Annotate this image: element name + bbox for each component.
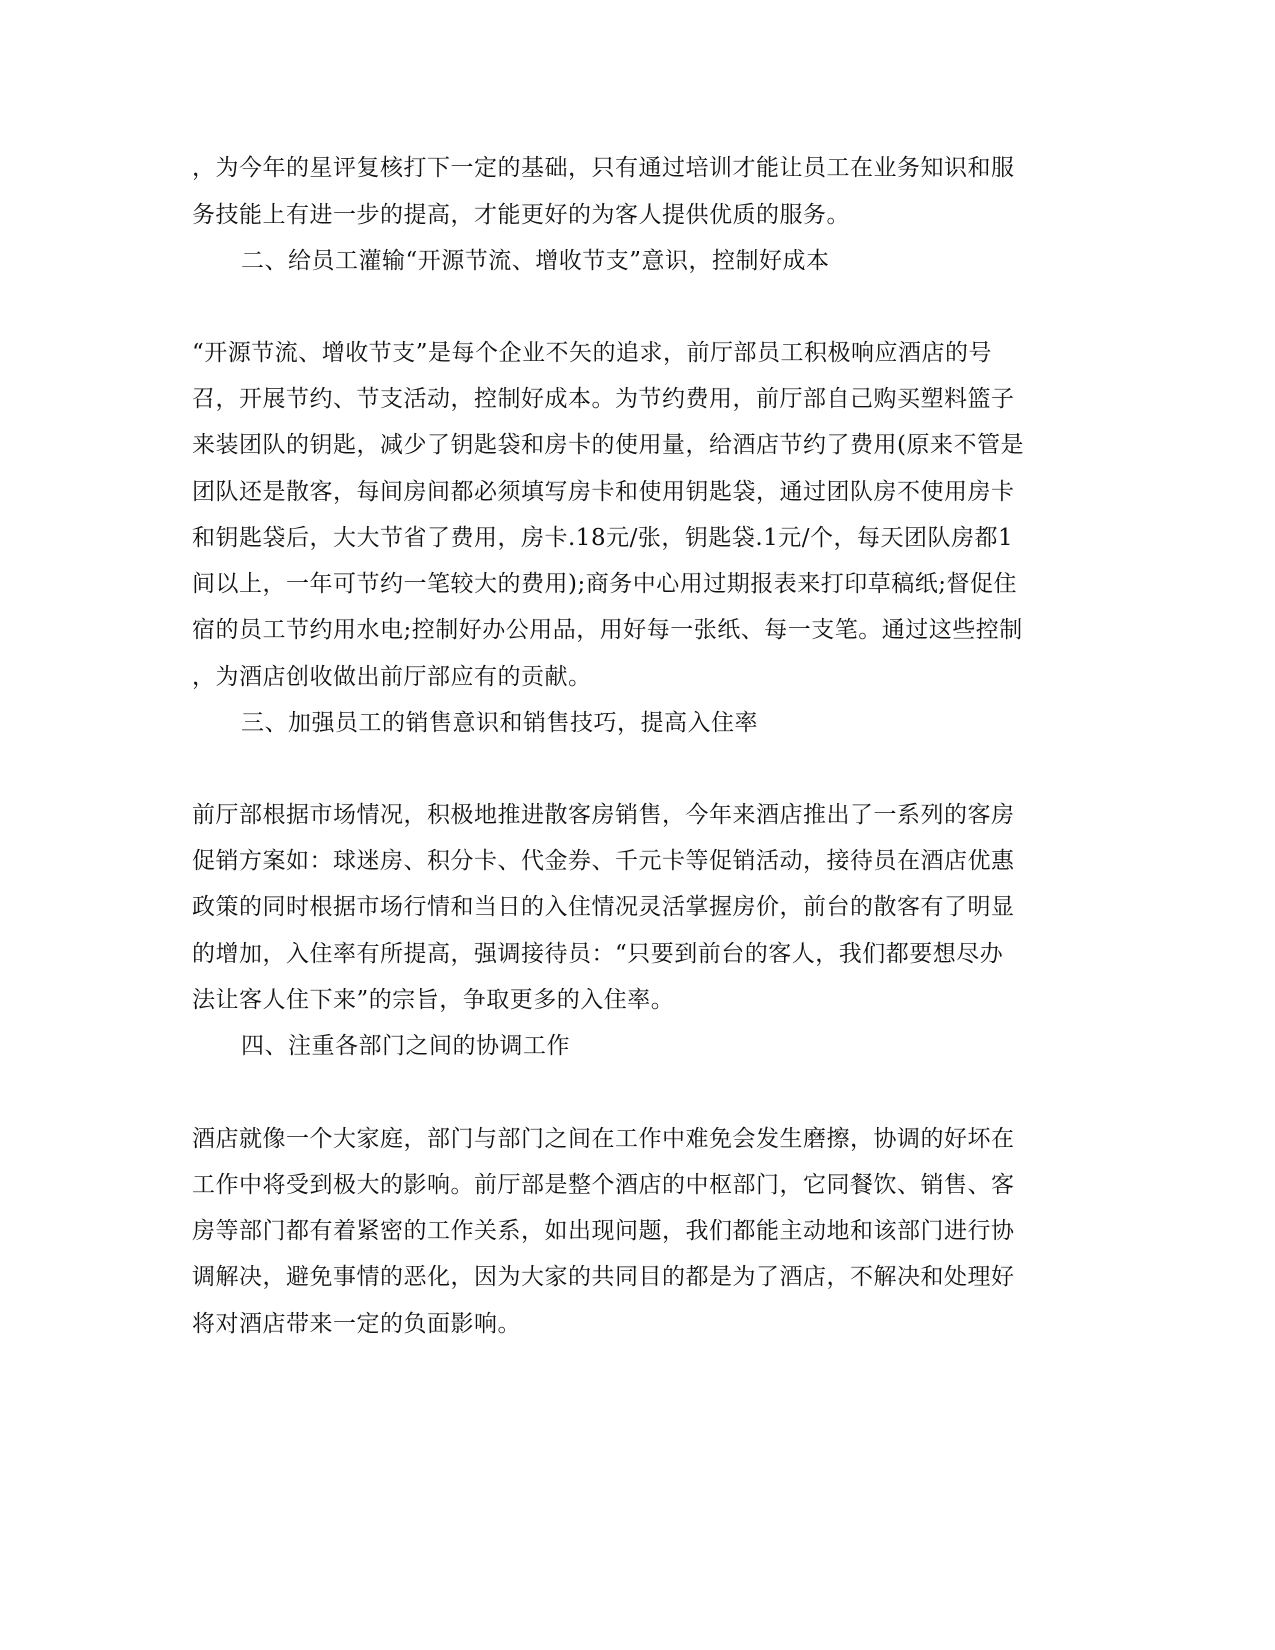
section-heading: 二、给员工灌输“开源节流、增收节支”意识，控制好成本 [241,248,830,274]
paragraph-line: 酒店就像一个大家庭，部门与部门之间在工作中难免会发生磨擦，协调的好坏在 [192,1126,1015,1152]
paragraph-line: 的增加，入住率有所提高，强调接待员：“只要到前台的客人，我们都要想尽办 [192,941,1004,967]
paragraph-line: 法让客人住下来”的宗旨，争取更多的入住率。 [192,987,675,1013]
paragraph-line: 来装团队的钥匙，减少了钥匙袋和房卡的使用量，给酒店节约了费用(原来不管是 [192,432,1024,458]
paragraph-line: 将对酒店带来一定的负面影响。 [192,1311,521,1337]
paragraph-line: 和钥匙袋后，大大节省了费用，房卡.18元/张，钥匙袋.1元/个，每天团队房都1 [192,525,1014,551]
paragraph-line: 务技能上有进一步的提高，才能更好的为客人提供优质的服务。 [192,202,850,228]
paragraph-line: “开源节流、增收节支”是每个企业不矢的追求，前厅部员工积极响应酒店的号 [192,340,993,366]
paragraph-line: ，为酒店创收做出前厅部应有的贡献。 [192,664,592,690]
paragraph-line: 促销方案如：球迷房、积分卡、代金券、千元卡等促销活动，接待员在酒店优惠 [192,848,1015,874]
paragraph-line: 团队还是散客，每间房间都必须填写房卡和使用钥匙袋，通过团队房不使用房卡 [192,479,1015,505]
paragraph-line: 调解决，避免事情的恶化，因为大家的共同目的都是为了酒店，不解决和处理好 [192,1264,1015,1290]
paragraph-line: 工作中将受到极大的影响。前厅部是整个酒店的中枢部门，它同餐饮、销售、客 [192,1172,1015,1198]
paragraph-line: 政策的同时根据市场行情和当日的入住情况灵活掌握房价，前台的散客有了明显 [192,894,1015,920]
paragraph-line: 召，开展节约、节支活动，控制好成本。为节约费用，前厅部自己购买塑料篮子 [192,386,1015,412]
paragraph-line: 间以上，一年可节约一笔较大的费用);商务中心用过期报表来打印草稿纸;督促住 [192,571,1017,597]
section-heading: 四、注重各部门之间的协调工作 [241,1033,570,1059]
section-heading: 三、加强员工的销售意识和销售技巧，提高入住率 [241,710,758,736]
paragraph-line: ，为今年的星评复核打下一定的基础，只有通过培训才能让员工在业务知识和服 [192,155,1015,181]
paragraph-line: 房等部门都有着紧密的工作关系，如出现问题，我们都能主动地和该部门进行协 [192,1218,1015,1244]
paragraph-line: 前厅部根据市场情况，积极地推进散客房销售，今年来酒店推出了一系列的客房 [192,802,1015,828]
paragraph-line: 宿的员工节约用水电;控制好办公用品，用好每一张纸、每一支笔。通过这些控制 [192,617,1023,643]
